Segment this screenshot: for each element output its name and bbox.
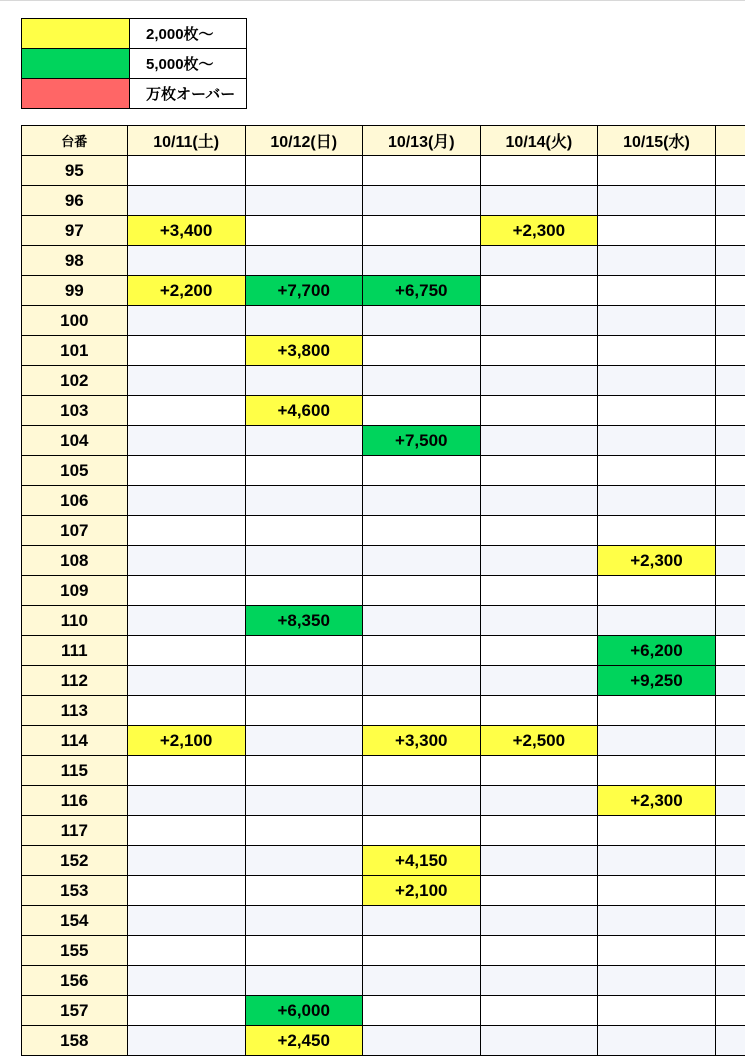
table-row: [22, 486, 745, 516]
payout-cell: [362, 666, 480, 696]
legend-row-10000: [22, 79, 247, 109]
payout-cell: [245, 666, 362, 696]
payout-cell: [362, 486, 480, 516]
payout-cell: [127, 306, 245, 336]
payout-cell-overflow: [716, 846, 745, 876]
payout-cell-overflow: [716, 486, 745, 516]
payout-cell: [480, 906, 597, 936]
payout-cell-overflow: [716, 456, 745, 486]
table-row: [22, 156, 745, 186]
payout-cell: [245, 576, 362, 606]
table-row: [22, 966, 745, 996]
payout-cell: [597, 816, 715, 846]
payout-cell-overflow: [716, 696, 745, 726]
payout-cell: [597, 426, 715, 456]
payout-cell: [362, 756, 480, 786]
payout-cell: [362, 156, 480, 186]
machine-number: 105: [22, 456, 128, 486]
machine-number: 114: [22, 726, 128, 756]
payout-cell: [480, 456, 597, 486]
payout-cell: +6,000: [245, 996, 362, 1026]
payout-cell: [480, 966, 597, 996]
payout-cell: [597, 696, 715, 726]
payout-cell: [362, 816, 480, 846]
payout-cell: [127, 906, 245, 936]
machine-number: 157: [22, 996, 128, 1026]
table-row: [22, 726, 745, 756]
payout-cell: [597, 486, 715, 516]
payout-cell: [362, 906, 480, 936]
payout-cell-overflow: [716, 216, 745, 246]
payout-cell-overflow: [716, 306, 745, 336]
legend-label-5000: 5,000枚～: [130, 49, 247, 79]
payout-cell: [597, 156, 715, 186]
payout-cell: [480, 1026, 597, 1056]
table-row: [22, 306, 745, 336]
payout-cell: +2,300: [480, 216, 597, 246]
payout-cell: [127, 186, 245, 216]
payout-cell: [597, 246, 715, 276]
header-date: 10/11(土): [127, 126, 245, 156]
payout-cell: [362, 546, 480, 576]
payout-cell: [127, 966, 245, 996]
payout-cell: [362, 186, 480, 216]
payout-cell: [245, 936, 362, 966]
payout-cell-overflow: [716, 726, 745, 756]
payout-cell: +6,200: [597, 636, 715, 666]
payout-cell: [127, 666, 245, 696]
table-row: [22, 366, 745, 396]
table-row: [22, 636, 745, 666]
payout-cell: [127, 936, 245, 966]
payout-cell: [245, 486, 362, 516]
table-row: [22, 546, 745, 576]
table-row: [22, 576, 745, 606]
payout-cell: [127, 786, 245, 816]
payout-cell: [127, 156, 245, 186]
table-row: [22, 456, 745, 486]
table-row: [22, 426, 745, 456]
table-row: [22, 216, 745, 246]
machine-number: 101: [22, 336, 128, 366]
payout-cell: [245, 876, 362, 906]
payout-cell: [597, 186, 715, 216]
payout-cell: [362, 576, 480, 606]
legend-swatch-green: [22, 49, 130, 79]
payout-cell: [597, 1026, 715, 1056]
payout-cell: [127, 366, 245, 396]
legend-row-2000: [22, 19, 247, 49]
header-row: [22, 126, 745, 156]
payout-cell: [127, 456, 245, 486]
machine-number: 100: [22, 306, 128, 336]
payout-cell: [480, 186, 597, 216]
payout-cell-overflow: [716, 546, 745, 576]
payout-cell: [362, 996, 480, 1026]
payout-cell-overflow: [716, 816, 745, 846]
machine-number: 110: [22, 606, 128, 636]
payout-cell: [597, 366, 715, 396]
payout-cell: [480, 636, 597, 666]
payout-cell-overflow: [716, 336, 745, 366]
table-row: [22, 786, 745, 816]
payout-cell: [597, 606, 715, 636]
payout-cell: [480, 816, 597, 846]
table-row: [22, 276, 745, 306]
payout-cell: [597, 336, 715, 366]
payout-cell: [597, 936, 715, 966]
payout-cell: [597, 996, 715, 1026]
table-row: [22, 606, 745, 636]
payout-cell: [127, 606, 245, 636]
payout-cell: [480, 426, 597, 456]
table-row: [22, 1026, 745, 1056]
legend-swatch-red: [22, 79, 130, 109]
payout-cell: [127, 426, 245, 456]
payout-cell: [362, 246, 480, 276]
payout-cell: [597, 456, 715, 486]
payout-cell: [245, 636, 362, 666]
table-row: [22, 516, 745, 546]
payout-cell: [362, 696, 480, 726]
payout-cell: [597, 276, 715, 306]
header-date: 10/15(水): [597, 126, 715, 156]
payout-cell-overflow: [716, 996, 745, 1026]
payout-cell: [127, 846, 245, 876]
payout-cell: +6,750: [362, 276, 480, 306]
payout-cell: [245, 966, 362, 996]
header-date: 10/13(月): [362, 126, 480, 156]
payout-cell: +2,100: [362, 876, 480, 906]
payout-cell: [245, 156, 362, 186]
payout-cell-overflow: [716, 186, 745, 216]
payout-cell: [597, 726, 715, 756]
payout-cell: [362, 516, 480, 546]
payout-cell-overflow: [716, 396, 745, 426]
legend-swatch-yellow: [22, 19, 130, 49]
payout-cell: [362, 366, 480, 396]
payout-cell: +2,450: [245, 1026, 362, 1056]
payout-cell-overflow: [716, 756, 745, 786]
payout-cell: [597, 396, 715, 426]
payout-cell: [362, 966, 480, 996]
payout-cell: [597, 846, 715, 876]
payout-cell: [362, 606, 480, 636]
table-row: [22, 876, 745, 906]
payout-cell: [127, 516, 245, 546]
table-row: [22, 336, 745, 366]
payout-cell: [480, 696, 597, 726]
payout-cell-overflow: [716, 906, 745, 936]
payout-cell: [597, 876, 715, 906]
machine-number: 108: [22, 546, 128, 576]
payout-cell: [597, 966, 715, 996]
payout-cell: [480, 366, 597, 396]
payout-cell: [480, 156, 597, 186]
table-row: [22, 396, 745, 426]
payout-cell: +4,600: [245, 396, 362, 426]
machine-number: 111: [22, 636, 128, 666]
payout-cell: [127, 696, 245, 726]
payout-cell: [480, 666, 597, 696]
payout-cell: [127, 396, 245, 426]
payout-cell-overflow: [716, 156, 745, 186]
table-row: [22, 666, 745, 696]
payout-cell: [480, 576, 597, 606]
payout-cell: [245, 186, 362, 216]
payout-cell: [480, 996, 597, 1026]
table-row: [22, 756, 745, 786]
payout-cell: [597, 306, 715, 336]
table-row: [22, 906, 745, 936]
machine-number: 109: [22, 576, 128, 606]
payout-cell-overflow: [716, 276, 745, 306]
payout-cell: +2,300: [597, 786, 715, 816]
machine-number: 98: [22, 246, 128, 276]
machine-number: 104: [22, 426, 128, 456]
table-row: [22, 996, 745, 1026]
payout-cell: [127, 876, 245, 906]
table-row: [22, 186, 745, 216]
table-row: [22, 816, 745, 846]
payout-cell: [597, 906, 715, 936]
payout-cell: [362, 636, 480, 666]
payout-cell: [245, 726, 362, 756]
payout-cell: [480, 546, 597, 576]
machine-number: 117: [22, 816, 128, 846]
payout-cell: [127, 1026, 245, 1056]
payout-cell-overflow: [716, 366, 745, 396]
payout-cell: [362, 936, 480, 966]
machine-number: 95: [22, 156, 128, 186]
payout-cell: [127, 246, 245, 276]
payout-cell: [245, 306, 362, 336]
payout-cell: [245, 906, 362, 936]
payout-cell-overflow: [716, 876, 745, 906]
payout-cell: [480, 306, 597, 336]
machine-number: 103: [22, 396, 128, 426]
legend-label-10000: 万枚オーバー: [130, 79, 247, 109]
payout-cell: [480, 336, 597, 366]
header-date-overflow: [716, 126, 745, 156]
payout-cell: [127, 996, 245, 1026]
payout-cell: [127, 636, 245, 666]
machine-number: 152: [22, 846, 128, 876]
payout-cell: [362, 786, 480, 816]
payout-cell: +3,300: [362, 726, 480, 756]
payout-cell: [127, 756, 245, 786]
payout-cell: [597, 516, 715, 546]
payout-cell: [362, 306, 480, 336]
payout-cell: +8,350: [245, 606, 362, 636]
payout-cell: [245, 696, 362, 726]
machine-number: 96: [22, 186, 128, 216]
payout-cell: [480, 936, 597, 966]
payout-cell-overflow: [716, 426, 745, 456]
payout-cell: [362, 396, 480, 426]
table-row: [22, 936, 745, 966]
payout-cell: [245, 456, 362, 486]
payout-table: [21, 125, 745, 1056]
payout-cell: [362, 1026, 480, 1056]
payout-cell: [480, 246, 597, 276]
header-date: 10/14(火): [480, 126, 597, 156]
payout-cell: [597, 756, 715, 786]
header-machine-number: 台番: [22, 126, 128, 156]
payout-cell: [245, 366, 362, 396]
payout-cell: [480, 396, 597, 426]
payout-cell: [127, 546, 245, 576]
payout-cell: [245, 756, 362, 786]
machine-number: 97: [22, 216, 128, 246]
payout-cell: +4,150: [362, 846, 480, 876]
payout-cell: +2,300: [597, 546, 715, 576]
payout-cell-overflow: [716, 966, 745, 996]
machine-number: 115: [22, 756, 128, 786]
payout-cell: [480, 876, 597, 906]
table-row: [22, 846, 745, 876]
legend-row-5000: [22, 49, 247, 79]
machine-number: 107: [22, 516, 128, 546]
machine-number: 106: [22, 486, 128, 516]
payout-cell: [127, 816, 245, 846]
payout-cell: [245, 246, 362, 276]
machine-number: 113: [22, 696, 128, 726]
payout-cell: [245, 546, 362, 576]
payout-cell: [245, 816, 362, 846]
payout-cell-overflow: [716, 606, 745, 636]
machine-number: 102: [22, 366, 128, 396]
payout-cell: [362, 336, 480, 366]
payout-cell-overflow: [716, 936, 745, 966]
payout-cell-overflow: [716, 576, 745, 606]
payout-cell: [480, 516, 597, 546]
machine-number: 99: [22, 276, 128, 306]
payout-cell: [245, 216, 362, 246]
payout-cell-overflow: [716, 246, 745, 276]
table-row: [22, 246, 745, 276]
payout-cell: [245, 846, 362, 876]
payout-cell: [480, 606, 597, 636]
payout-cell: [480, 486, 597, 516]
payout-cell: +2,500: [480, 726, 597, 756]
payout-cell: [362, 456, 480, 486]
payout-cell: [362, 216, 480, 246]
machine-number: 155: [22, 936, 128, 966]
payout-cell: [127, 336, 245, 366]
machine-number: 154: [22, 906, 128, 936]
payout-cell: +3,400: [127, 216, 245, 246]
payout-cell: +2,200: [127, 276, 245, 306]
machine-number: 116: [22, 786, 128, 816]
payout-cell: [127, 576, 245, 606]
payout-cell: [480, 786, 597, 816]
payout-cell-overflow: [716, 516, 745, 546]
payout-cell: [597, 576, 715, 606]
payout-cell: [480, 756, 597, 786]
payout-cell: [245, 516, 362, 546]
machine-number: 156: [22, 966, 128, 996]
machine-number: 158: [22, 1026, 128, 1056]
payout-cell-overflow: [716, 666, 745, 696]
machine-number: 112: [22, 666, 128, 696]
header-date: 10/12(日): [245, 126, 362, 156]
payout-cell: +9,250: [597, 666, 715, 696]
payout-cell-overflow: [716, 786, 745, 816]
legend-table: [21, 18, 247, 109]
payout-cell: +2,100: [127, 726, 245, 756]
payout-cell: [127, 486, 245, 516]
payout-cell: [245, 786, 362, 816]
payout-cell: [245, 426, 362, 456]
payout-cell-overflow: [716, 636, 745, 666]
payout-cell: +3,800: [245, 336, 362, 366]
payout-cell: [480, 846, 597, 876]
payout-cell-overflow: [716, 1026, 745, 1056]
legend-label-2000: 2,000枚～: [130, 19, 247, 49]
payout-cell: [597, 216, 715, 246]
payout-cell: [480, 276, 597, 306]
payout-cell: +7,700: [245, 276, 362, 306]
table-row: [22, 696, 745, 726]
machine-number: 153: [22, 876, 128, 906]
payout-cell: +7,500: [362, 426, 480, 456]
